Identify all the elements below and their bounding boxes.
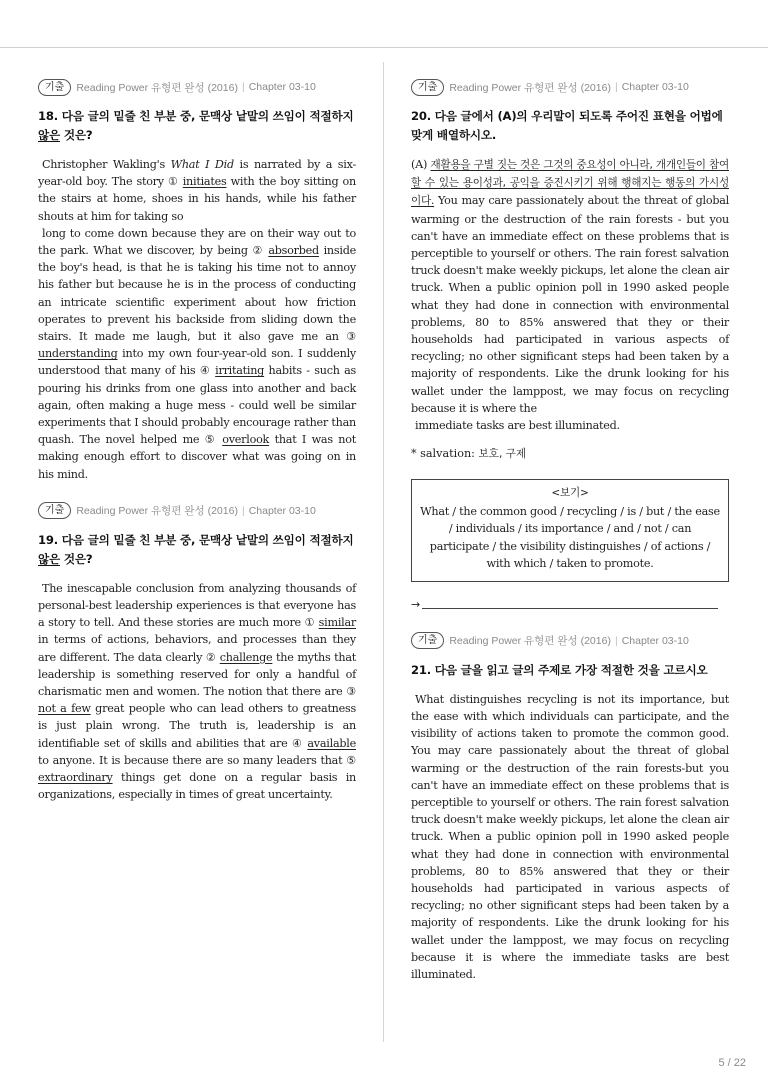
- exam-badge: 기출: [411, 79, 444, 96]
- arrow-icon: →: [411, 598, 421, 612]
- exam-badge: 기출: [411, 632, 444, 649]
- exam-badge: 기출: [38, 79, 71, 96]
- question-title: 20. 다음 글에서 (A)의 우리말이 되도록 주어진 표현을 어법에 맞게 배열하시오.: [411, 109, 723, 142]
- chapter-label: Chapter 03-10: [621, 81, 689, 93]
- separator: |: [614, 81, 618, 93]
- page-number: 5 / 22: [718, 1057, 746, 1069]
- question-20: [411, 78, 729, 612]
- separator: |: [241, 81, 245, 93]
- underlined-word-1: similar: [318, 616, 356, 630]
- question-18: [38, 78, 356, 483]
- exam-badge: 기출: [38, 502, 71, 519]
- negation-underlined: 않은: [38, 551, 60, 566]
- book-title: What I Did: [170, 158, 234, 171]
- vocab-note: * salvation: 보호, 구제: [411, 447, 527, 461]
- question-passage: What distinguishes recycling is not its importance, but the ease with which individuals can participate, and the visibility of actions taken to promote the common good. You may care passionately about the threat of global warming or the destruction of the rain forests-but you can't have an immediate effect on these problems that is perceptible to yourself or others. The rain forest salvation truck doesn't make weekly pickups, let alone the clean air truck. When a public opinion poll in 1990 asked people what they had done in connection with environmental problems, 80 to 85% answered that they or their households had participated in various aspects of recycling; no other significant steps had been taken by a majority of respondents. Like the drunk looking for his wallet under the lamppost, we may focus on recycling because it is where the immediate tasks are best illuminated.: [411, 692, 729, 981]
- question-passage-cont: long to come down because they are on their way out to the park. What we discover, by being ② absorbed inside the boy's head, is that he is taking his time not to annoy his father but because he is in the process of conducting an intricate scientific experiment about how friction operates to prevent his backside from sliding down the stairs. It made me laugh, but it also gave me an ③ understanding into my own four-year-old son. I suddenly understood that many of his ④ irritating habits - such as pouring his drinks from one glass into another and back again, often making a huge mess - could well be similar experiments that I should probably encourage rather than quash. The novel helped me ⑤ overlook that I was not making enough effort to discover what was going on in his mind.: [38, 226, 356, 481]
- answer-line[interactable]: [411, 598, 729, 612]
- chapter-label: Chapter 03-10: [248, 504, 316, 517]
- source-title: Reading Power 유형편 완성 (2016): [449, 81, 611, 94]
- question-passage: (A) 재활용을 구별 짓는 것은 그것의 중요성이 아니라, 개개인들이 참여 할 수 있는 용이성과, 공익을 증진시키기 위해 행해지는 행동의 가시성이다. You may care passionately about the threat of global warming or the destruction of the rain forests - but you can't have an immediate effect on these problems that is perceptible to yourself or others. The rain forest salvation truck doesn't make weekly pickups, let alone the clean air truck. When a public opinion poll in 1990 asked people what they had done in connection with environmental problems, 80 to 85% answered that they or their households had participated in various aspects of recycling; no other significant steps had been taken by a majority of respondents. Like the drunk looking for his wallet under the lamppost, we may focus on recycling because it is where the: [411, 158, 729, 415]
- separator: |: [614, 634, 618, 647]
- source-title: Reading Power 유형편 완성 (2016): [449, 635, 611, 648]
- question-title: 18. 다음 글의 밑줄 친 부분 중, 문맥상 낱말의 쓰임이 적절하지 않은 것은?: [38, 109, 354, 142]
- right-column: [411, 78, 729, 983]
- underlined-word-5: overlook: [222, 433, 270, 447]
- korean-sentence-a: 재활용을 구별 짓는 것은 그것의 중요성이 아니라, 개개인들이 참여 할 수 있는 용이성과, 공익을 증진시키기 위해 행해지는 행동의 가시성이다.: [411, 159, 729, 208]
- question-19: [38, 502, 356, 804]
- answer-blank: [422, 608, 718, 609]
- underlined-word-2: challenge: [219, 650, 273, 664]
- word-box-text: What / the common good / recycling / is / but / the ease / individuals / its importance / and / not / can participate / the visibility distinguishes / of actions / with which / taken to promote.: [420, 504, 720, 571]
- word-box: [411, 479, 729, 582]
- source-tagline: [411, 78, 729, 96]
- word-box-title: <보기>: [551, 487, 589, 500]
- question-passage: Christopher Wakling's What I Did is narrated by a six-year-old boy. The story ① initiates with the boy sitting on the stairs at home, shoes in his hands, while his father shouts at him for taking so: [38, 158, 356, 223]
- underlined-word-4: irritating: [215, 364, 265, 378]
- left-column: [38, 78, 356, 804]
- underlined-word-4: available: [307, 736, 356, 750]
- negation-underlined: 않은: [38, 128, 60, 142]
- source-tagline: [38, 78, 356, 96]
- source-title: Reading Power 유형편 완성 (2016): [76, 505, 238, 518]
- separator: |: [241, 504, 245, 517]
- question-passage: The inescapable conclusion from analyzing thousands of personal-best leadership experiences is that everyone has a story to tell. And these stories are much more ① similar in terms of actions, behaviors, and processes than they are different. The data clearly ② challenge the myths that leadership is something reserved for only a handful of charismatic men and women. The notion that there are ③ not a few great people who can lead others to greatness is just plain wrong. The truth is, leadership is an identifiable set of skills and abilities that are ④ available to anyone. It is because there are so many leaders that ⑤ extraordinary things get done on a regular basis in organizations, especially in times of great uncertainty.: [38, 581, 356, 802]
- column-divider: [383, 62, 384, 1042]
- question-title: 21. 다음 글을 읽고 글의 주제로 가장 적절한 것을 고르시오: [411, 662, 708, 677]
- chapter-label: Chapter 03-10: [621, 634, 689, 647]
- header-divider: [0, 47, 768, 48]
- underlined-word-5: extraordinary: [38, 771, 113, 785]
- question-21: [411, 632, 729, 983]
- underlined-word-3: understanding: [38, 347, 118, 361]
- underlined-word-3: not a few: [38, 702, 91, 716]
- underlined-word-1: initiates: [182, 175, 227, 189]
- question-title: 19. 다음 글의 밑줄 친 부분 중, 문맥상 낱말의 쓰임이 적절하지 않은 것은?: [38, 532, 354, 566]
- source-tagline: [38, 502, 356, 520]
- source-tagline: [411, 632, 729, 650]
- underlined-word-2: absorbed: [268, 244, 319, 258]
- source-title: Reading Power 유형편 완성 (2016): [76, 81, 238, 94]
- question-passage-cont: immediate tasks are best illuminated.: [415, 419, 620, 433]
- chapter-label: Chapter 03-10: [248, 81, 316, 93]
